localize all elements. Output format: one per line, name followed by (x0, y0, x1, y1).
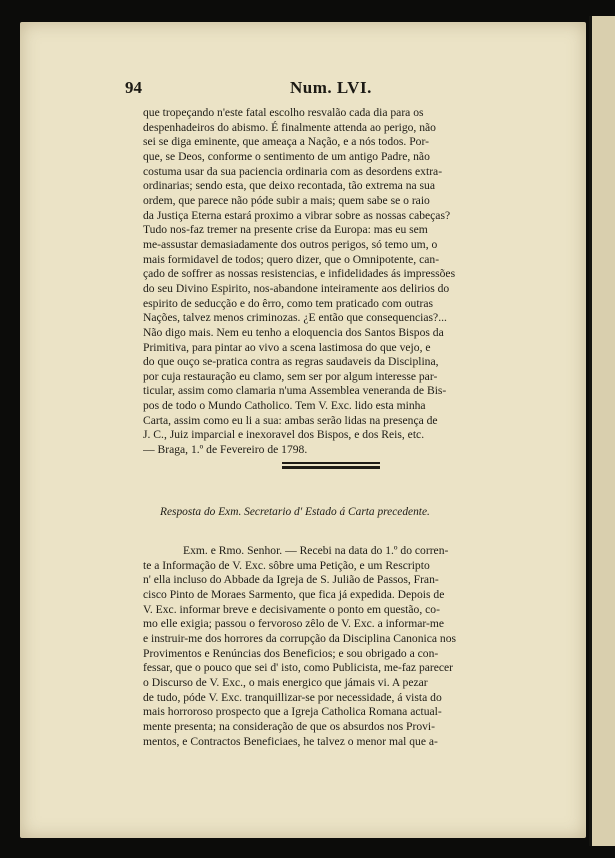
text-line: mente presenta; na consideração de que os absurdos nos Provi- (143, 719, 436, 733)
text-line: Tudo nos-faz tremer na presente crise da Europa: mas eu sem (143, 223, 428, 237)
page-number: 94 (125, 78, 142, 97)
text-line: mais horroroso prospecto que a Igreja Catholica Romana actual- (143, 705, 442, 719)
text-line: ticular, assim como clamaria n'uma Assemblea veneranda de Bis- (143, 384, 447, 398)
text-line: ordem, que parece não póde subir a mais; quem sabe se o raio (143, 193, 430, 207)
text-line: mo elle exigia; passou o fervoroso zêlo de V. Exc. a informar-me (143, 617, 445, 631)
text-line: J. C., Juiz imparcial e inexoravel dos Bispos, e dos Reis, etc. (143, 428, 425, 442)
text-line: Nações, talvez menos criminozas. ¿E então que consequencias?... (143, 311, 447, 325)
text-line: de tudo, póde V. Exc. tranquillizar-se por necessidade, á vista do (143, 690, 442, 704)
text-line: da Justiça Eterna estará proximo a vibrar sobre as nossas cabeças? (143, 208, 451, 222)
letter-text (143, 544, 528, 749)
text-line: fessar, que o pouco que sei d' isto, como Publicista, me-faz parecer (143, 661, 454, 675)
text-line: Provimentos e Renúncias dos Beneficios; e sou obrigado a con- (143, 646, 439, 660)
text-line: despenhadeiros do abismo. É finalmente attenda ao perigo, não (143, 120, 436, 134)
text-line: e instruir-me dos horrores da corrupção da Disciplina Canonica nos (143, 631, 457, 645)
text-line: espirito de seducção e do êrro, como tem praticado com outras (143, 296, 434, 310)
text-line: — Braga, 1.º de Fevereiro de 1798. (143, 443, 308, 457)
text-line: cisco Pinto de Moraes Sarmento, que fica já expedida. Depois de (143, 587, 445, 601)
text-line: Carta, assim como eu li a sua: ambas serão lidas na presença de (143, 413, 438, 427)
adjacent-page-edge (589, 16, 615, 846)
section-title: Resposta do Exm. Secretario d' Estado á Carta precedente. (160, 506, 430, 518)
text-line: Não digo mais. Nem eu tenho a eloquencia dos Santos Bispos da (143, 325, 444, 339)
text-line: çado de soffrer as nossas resistencias, e infidelidades ás impressões (143, 267, 456, 281)
text-line: Exm. e Rmo. Senhor. — Recebi na data do 1.º do corren- (183, 544, 449, 557)
page-header (125, 78, 545, 100)
section-divider (282, 462, 380, 470)
text-line: pos de todo o Mundo Catholico. Tem V. Exc. lido esta minha (143, 399, 426, 413)
text-line: do seu Divino Espirito, nos-abandone inteiramente aos delirios do (143, 281, 450, 295)
text-line: ordinarias; sendo esta, que deixo recontada, tão extrema na sua (143, 179, 435, 193)
text-line: mais formidavel de todos; quero dizer, que o Omnipotente, can- (143, 252, 440, 266)
text-line: n' ella incluso do Abbade da Igreja de S. Julião de Passos, Fran- (143, 573, 439, 587)
text-line: costuma usar da sua paciencia ordinaria com as desordens extra- (143, 164, 443, 178)
running-head: Num. LVI. (290, 78, 372, 97)
divider-rule-thin (282, 462, 380, 464)
text-line: que, se Deos, conforme o sentimento de um antigo Padre, não (143, 149, 430, 163)
text-line: sei se diga eminente, que ameaça a Nação, e a nós todos. Por- (143, 135, 429, 149)
text-line: Primitiva, para pintar ao vivo a scena lastimosa do que vejo, e (143, 340, 431, 354)
body-text (143, 106, 528, 458)
text-line: o Discurso de V. Exc., o mais energico que jámais vi. A pezar (143, 675, 428, 689)
text-line: mentos, e Contractos Beneficiaes, he talvez o menor mal que a- (143, 734, 438, 748)
text-line: V. Exc. informar breve e decisivamente o ponto em questão, co- (143, 602, 440, 616)
text-line: me-assustar demasiadamente dos outros perigos, só temo um, o (143, 237, 438, 251)
divider-rule-thick (282, 466, 380, 469)
text-line: que tropeçando n'este fatal escolho resvalão cada dia para os (143, 106, 424, 119)
text-line: te a Informação de V. Exc. sôbre uma Petição, e um Rescripto (143, 558, 430, 572)
text-line: do que ouço se-pratica contra as regras saudaveis da Disciplina, (143, 355, 439, 369)
text-line: por cuja restauração eu clamo, sem ser por algum interesse par- (143, 369, 438, 383)
